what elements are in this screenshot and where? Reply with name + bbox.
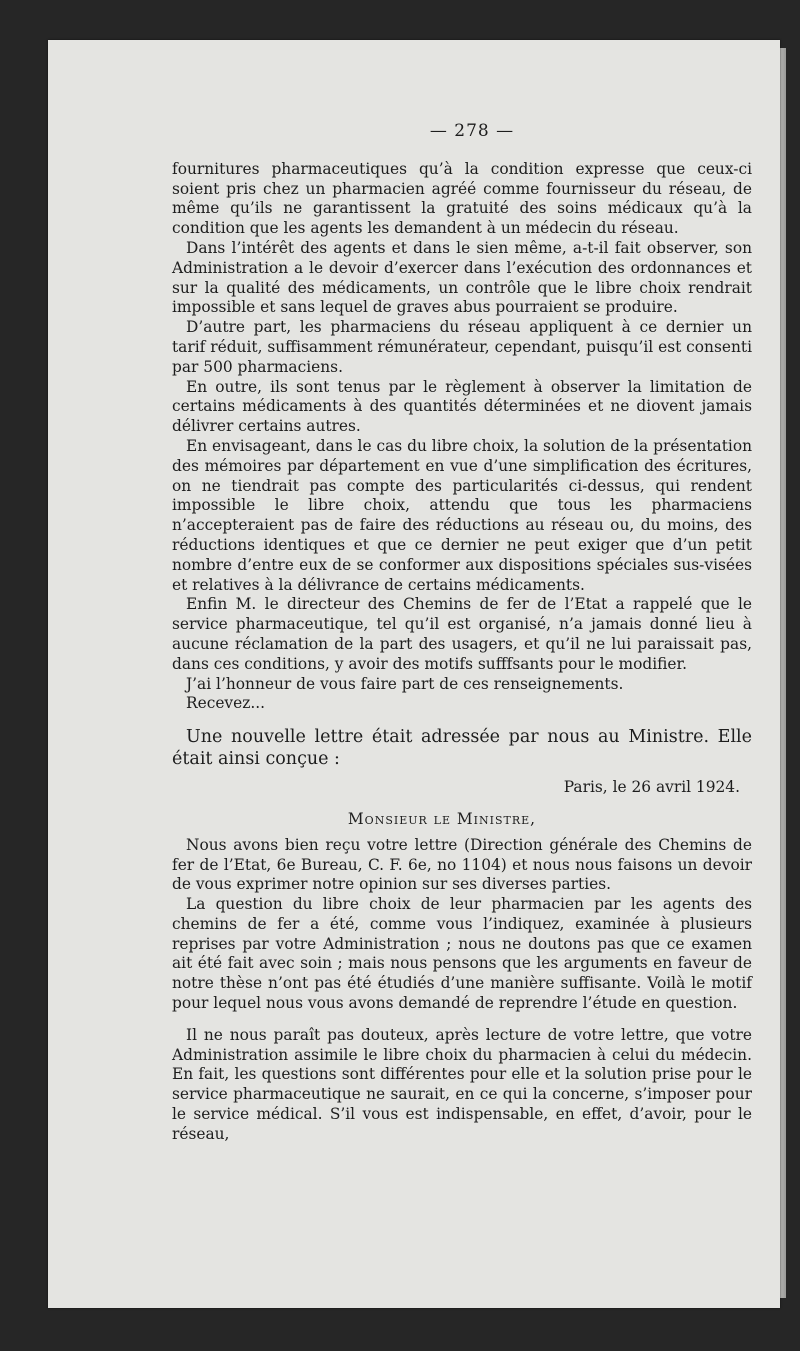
paragraph-recevez: Recevez... bbox=[186, 694, 266, 713]
letter-salutation: Monsieur le Ministre, bbox=[347, 809, 537, 828]
letter-intro: Une nouvelle lettre était adressée par nous au Ministre. Elle était ainsi conçue : bbox=[172, 727, 752, 770]
paragraph-reglement: En outre, ils sont tenus par le règlement à observer la limitation de certains médicaments à des quantités déterminées et ne diovent jamais délivrer certains autres. bbox=[172, 377, 752, 436]
paragraph-libre-choix: En envisageant, dans le cas du libre choix, la solution de la présentation des mémoires par département en vue d’une simplification des écritures, on ne tiendrait pas compte des particularités ci-dessus, qui rendent impossible le libre choix, attendu que tous les pharmaciens n’accepteraient pas de faire des réductions au réseau ou, du moins, des réductions identiques et que ce dernier ne peut exiger que d’un petit nombre d’entre eux de se conformer aux dispositions spéciales sus-visées et relatives à la délivrance de certains médicaments. bbox=[172, 436, 752, 594]
letter-paragraph-reception: Nous avons bien reçu votre lettre (Direction générale des Chemins de fer de l’Etat, 6e Bureau, C. F. 6e, no 1104) et nous nous faisons un devoir de vous exprimer notre opinion sur ses diverses parties. bbox=[172, 835, 752, 894]
page-number: — 278 — bbox=[429, 121, 515, 141]
paragraph-interet: Dans l’intérêt des agents et dans le sien même, a-t-il fait observer, son Administration a le devoir d’exercer dans l’exécution des ordonnances et sur la qualité des médicaments, un contrôle que le libre choix rendrait impossible et sans lequel de graves abus pourraient se produire. bbox=[172, 238, 752, 317]
page-text bbox=[172, 122, 752, 1145]
letter-paragraph-question: La question du libre choix de leur pharmacien par les agents des chemins de fer a été, comme vous l’indiquez, examinée à plusieurs reprises par votre Administration ; nous ne doutons pas que ce examen ait été fait avec soin ; mais nous pensons que les arguments en faveur de notre thèse n’ont pas été étudiés d’une manière suffisante. Voilà le motif pour lequel nous vous avons demandé de reprendre l’étude en question. bbox=[172, 895, 752, 1013]
letter-dateline: Paris, le 26 avril 1924. bbox=[563, 778, 740, 797]
letter-paragraph-assimile: Il ne nous paraît pas douteux, après lecture de votre lettre, que votre Administration assimile le libre choix du pharmacien à celui du médecin. En fait, les questions sont différentes pour elle et la solution prise pour le service pharmaceutique ne saurait, en ce qui la concerne, s’imposer pour le service médical. S’il vous est indispensable, en effet, d’avoir, pour le réseau, bbox=[172, 1025, 752, 1143]
paragraph-honneur: J’ai l’honneur de vous faire part de ces renseignements. bbox=[186, 674, 624, 693]
paragraph-tarif: D’autre part, les pharmaciens du réseau appliquent à ce dernier un tarif réduit, suffisamment rémunérateur, cependant, puisqu’il est consenti par 500 pharmaciens. bbox=[172, 318, 752, 376]
paragraph-directeur: Enfin M. le directeur des Chemins de fer de l’Etat a rappelé que le service pharmaceutique, tel qu’il est organisé, n’a jamais donné lieu à aucune réclamation de la part des usagers, et qu’il ne lui paraissait pas, dans ces conditions, y avoir des motifs sufffsants pour le modifier. bbox=[172, 595, 752, 673]
paragraph-continuation: fournitures pharmaceutiques qu’à la condition expresse que ceux-ci soient pris chez un pharmacien agréé comme fournisseur du réseau, de même qu’ils ne garantissent la gratuité des soins médicaux qu’à la condition que les agents les demandent à un médecin du réseau. bbox=[172, 159, 752, 238]
